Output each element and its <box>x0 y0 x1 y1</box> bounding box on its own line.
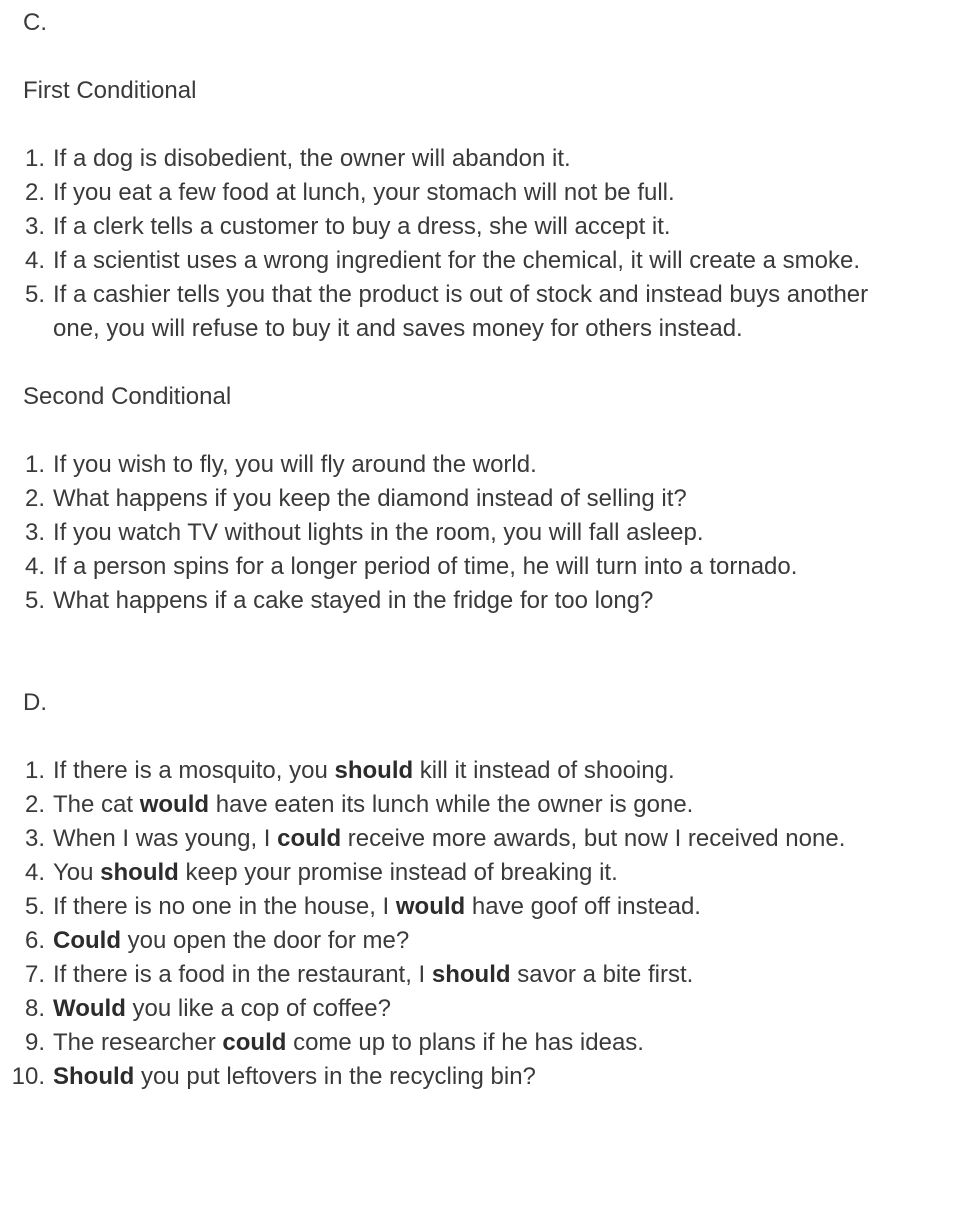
item-number: 8. <box>24 995 45 1022</box>
item-text: If a dog is disobedient, the owner will abandon it. <box>53 145 571 172</box>
modal-verbs-list <box>0 754 961 1094</box>
item-number: 3. <box>24 213 45 240</box>
item-text: If you wish to fly, you will fly around the world. <box>53 451 537 478</box>
list-item <box>0 788 961 822</box>
list-item <box>0 890 961 924</box>
item-number: 10. <box>11 1063 45 1090</box>
item-number: 5. <box>24 893 45 920</box>
item-number: 4. <box>24 553 45 580</box>
item-number: 3. <box>24 825 45 852</box>
first-conditional-heading: First Conditional <box>23 77 197 104</box>
item-text: What happens if a cake stayed in the fridge for too long? <box>53 587 654 614</box>
second-conditional-heading: Second Conditional <box>23 383 232 410</box>
item-number: 2. <box>24 179 45 206</box>
modal-verb: should <box>100 859 179 886</box>
list-item <box>0 1060 961 1094</box>
list-item <box>0 992 961 1026</box>
item-number: 7. <box>24 961 45 988</box>
item-text: What happens if you keep the diamond instead of selling it? <box>53 485 687 512</box>
item-text: If you eat a few food at lunch, your stomach will not be full. <box>53 179 675 206</box>
item-text: The cat would have eaten its lunch while the owner is gone. <box>53 791 694 818</box>
spacer <box>23 414 961 448</box>
item-text: If you watch TV without lights in the room, you will fall asleep. <box>53 519 704 546</box>
item-number: 5. <box>24 587 45 614</box>
list-item <box>0 210 961 244</box>
spacer <box>23 652 961 686</box>
spacer <box>23 346 961 380</box>
item-text: Would you like a cop of coffee? <box>53 995 391 1022</box>
item-number: 2. <box>24 485 45 512</box>
item-text: When I was young, I could receive more awards, but now I received none. <box>53 825 846 852</box>
item-number: 1. <box>24 451 45 478</box>
modal-verb: Would <box>53 995 126 1022</box>
document <box>0 6 961 1094</box>
list-item <box>0 584 961 618</box>
list-item <box>0 924 961 958</box>
item-text: If there is a mosquito, you should kill it instead of shooing. <box>53 757 675 784</box>
item-number: 4. <box>24 859 45 886</box>
list-item <box>0 550 961 584</box>
item-text: If there is a food in the restaurant, I should savor a bite first. <box>53 961 694 988</box>
item-number: 3. <box>24 519 45 546</box>
modal-verb: would <box>395 893 466 920</box>
modal-verb: could <box>277 825 342 852</box>
item-text: Should you put leftovers in the recycling bin? <box>53 1063 536 1090</box>
list-item <box>0 958 961 992</box>
spacer <box>23 618 961 652</box>
list-item <box>0 822 961 856</box>
list-item <box>0 244 961 278</box>
list-item <box>0 754 961 788</box>
section-c-label: C. <box>23 9 47 36</box>
item-number: 1. <box>24 757 45 784</box>
first-conditional-list <box>0 142 961 346</box>
item-number: 5. <box>24 281 45 308</box>
item-text: If a scientist uses a wrong ingredient for the chemical, it will create a smoke. <box>53 247 861 274</box>
list-item <box>0 856 961 890</box>
item-number: 1. <box>24 145 45 172</box>
list-item <box>0 176 961 210</box>
item-text: If a person spins for a longer period of time, he will turn into a tornado. <box>53 553 798 580</box>
item-number: 6. <box>24 927 45 954</box>
modal-verb: Should <box>53 1063 135 1090</box>
modal-verb: should <box>334 757 414 784</box>
modal-verb: would <box>139 791 210 818</box>
item-text: The researcher could come up to plans if he has ideas. <box>53 1029 644 1056</box>
spacer <box>23 108 961 142</box>
list-item <box>0 142 961 176</box>
second-conditional-list <box>0 448 961 618</box>
item-number: 9. <box>24 1029 45 1056</box>
list-item <box>0 278 961 346</box>
list-item <box>0 448 961 482</box>
item-text: You should keep your promise instead of breaking it. <box>53 859 618 886</box>
item-text: Could you open the door for me? <box>53 927 410 954</box>
modal-verb: should <box>431 961 511 988</box>
spacer <box>23 720 961 754</box>
item-text: If a clerk tells a customer to buy a dress, she will accept it. <box>53 213 671 240</box>
spacer <box>23 40 961 74</box>
item-number: 2. <box>24 791 45 818</box>
modal-verb: could <box>222 1029 287 1056</box>
modal-verb: Could <box>53 927 121 954</box>
item-number: 4. <box>24 247 45 274</box>
list-item <box>0 516 961 550</box>
list-item <box>0 482 961 516</box>
list-item <box>0 1026 961 1060</box>
section-d-label: D. <box>23 689 47 716</box>
item-text: If a cashier tells you that the product is out of stock and instead buys another one, you will refuse to buy it and saves money for others instead. <box>53 281 869 342</box>
item-text: If there is no one in the house, I would have goof off instead. <box>53 893 701 920</box>
